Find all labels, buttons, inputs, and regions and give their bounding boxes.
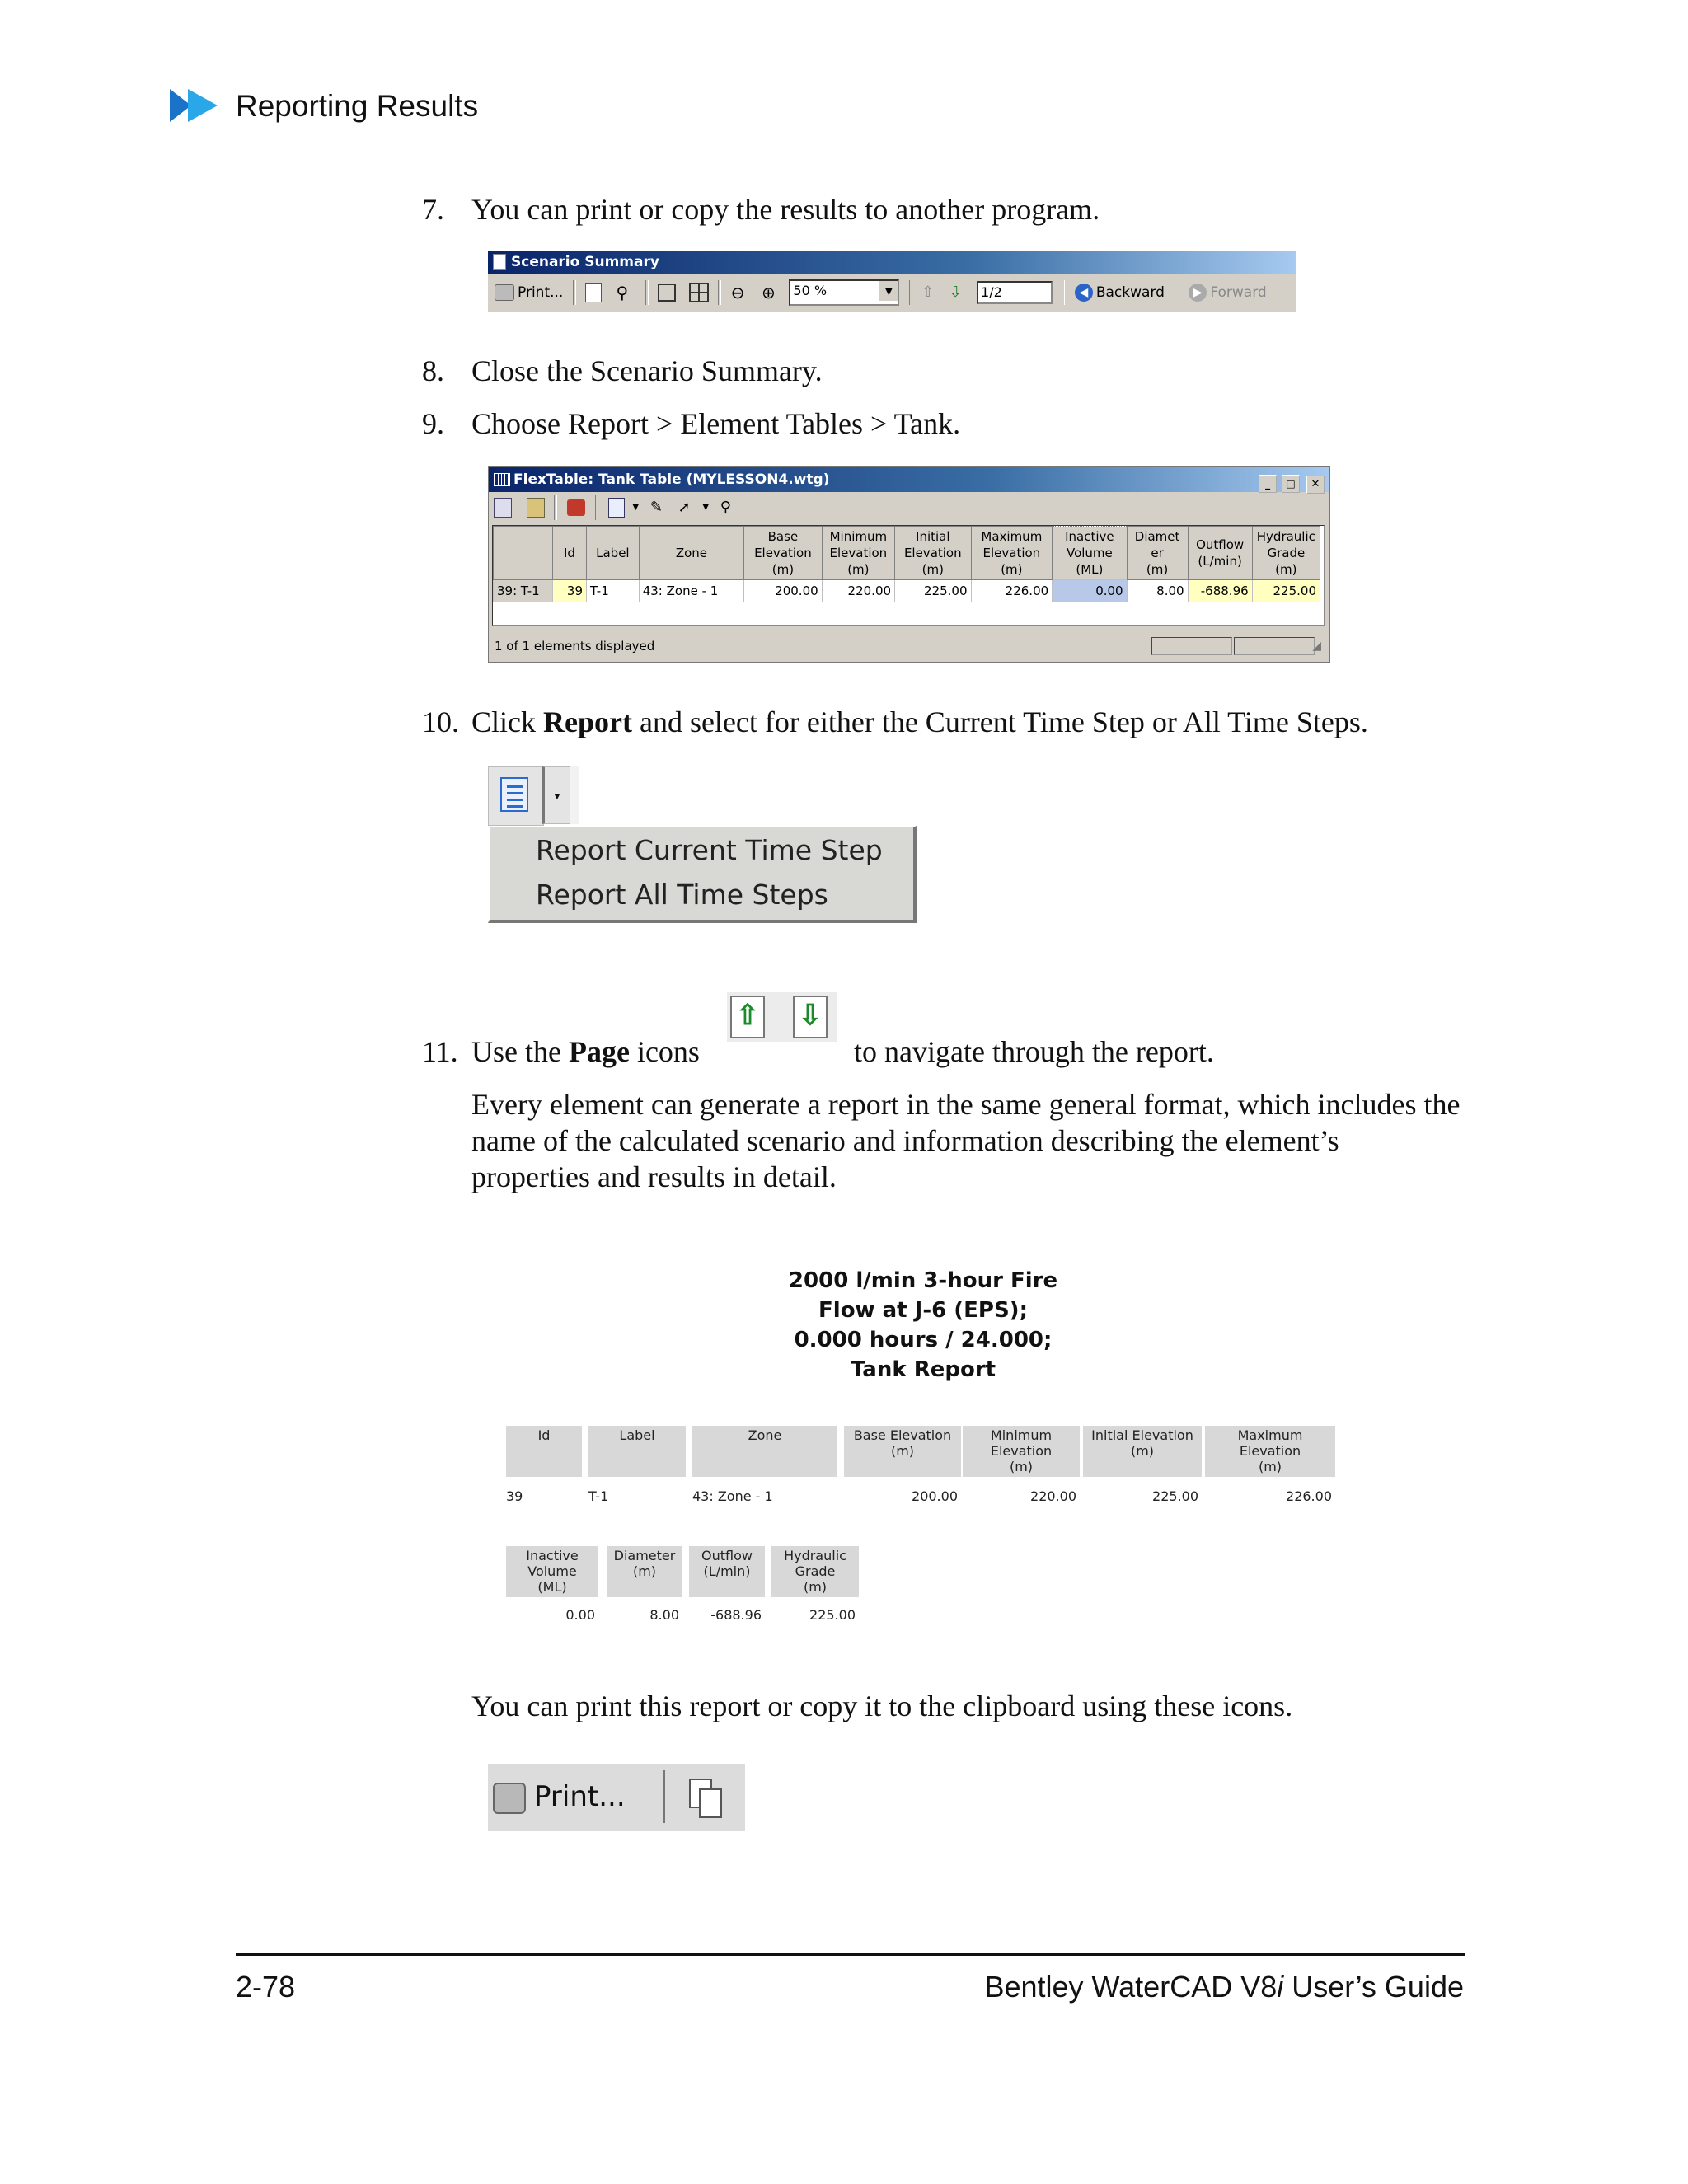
flextable-column-header[interactable]: Maximum Elevation (m) — [971, 527, 1053, 580]
printer-icon — [493, 1783, 526, 1814]
step-10: 10. Click Report and select for either the Current Time Step or All Time Steps. — [422, 705, 1368, 738]
find-icon[interactable]: ⚲ — [616, 283, 629, 302]
paragraph-every-element: Every element can generate a report in the same general format, which includes the name of the calculated scenario and information describing the element’s properties and results in detail. — [471, 1088, 1461, 1193]
zoom-out-icon[interactable]: ⊖ — [730, 283, 745, 302]
table-cell[interactable]: 225.00 — [895, 580, 971, 602]
print-button[interactable]: Print... — [495, 274, 563, 312]
report-table2-header: Diameter (m) — [607, 1546, 682, 1597]
page-up-icon[interactable]: ⇧ — [921, 284, 935, 301]
report-table1-value: 226.00 — [1286, 1488, 1332, 1504]
chevron-down-icon[interactable]: ▼ — [632, 503, 640, 512]
report-table1-header: Label — [588, 1426, 686, 1477]
menu-item-report-all-time-steps[interactable]: Report All Time Steps — [536, 879, 828, 911]
report-table1-header: Initial Elevation (m) — [1083, 1426, 1202, 1477]
back-arrow-icon: ◀ — [1075, 284, 1093, 302]
step-9: 9. Choose Report > Element Tables > Tank. — [422, 407, 961, 440]
flextable-column-header[interactable]: Label — [587, 527, 640, 580]
flextable-column-header[interactable]: Diamet er (m) — [1127, 527, 1188, 580]
guide-title: Bentley WaterCAD V8i User’s Guide — [984, 1970, 1464, 2004]
flextable-column-header[interactable]: Initial Elevation (m) — [895, 527, 971, 580]
report-table1-value: 220.00 — [1030, 1488, 1076, 1504]
report-table1-value: 225.00 — [1152, 1488, 1198, 1504]
maximize-button[interactable]: □ — [1282, 475, 1300, 493]
report-table1-header: Base Elevation (m) — [844, 1426, 961, 1477]
report-table1-value: 43: Zone - 1 — [692, 1488, 773, 1504]
minimize-button[interactable]: _ — [1259, 475, 1277, 493]
report-table1-value: T-1 — [588, 1488, 609, 1504]
step-8: 8. Close the Scenario Summary. — [422, 354, 823, 387]
report-table1-header: Zone — [692, 1426, 837, 1477]
step-11: 11. Use the Page icons to navigate through the report. — [422, 1035, 1214, 1068]
close-button[interactable]: ✕ — [1306, 476, 1325, 494]
table-cell[interactable]: 39: T-1 — [494, 580, 553, 602]
page-up-icon[interactable]: ⇧ — [730, 996, 765, 1038]
zoom-in-icon[interactable]: ⊕ — [761, 283, 776, 302]
report-table1-header: Id — [506, 1426, 582, 1477]
select-icon[interactable]: ➚ — [678, 499, 691, 516]
flextable-column-header[interactable]: Inactive Volume (ML) — [1053, 527, 1127, 580]
menu-item-report-current-time-step[interactable]: Report Current Time Step — [536, 834, 883, 866]
backward-button[interactable]: ◀ Backward — [1075, 274, 1165, 312]
table-cell[interactable]: 200.00 — [744, 580, 823, 602]
report-table2-value: 8.00 — [649, 1607, 679, 1623]
flextable-column-header[interactable]: Minimum Elevation (m) — [822, 527, 894, 580]
flextable-column-header[interactable]: Zone — [639, 527, 743, 580]
flextable-titlebar: FlexTable: Tank Table (MYLESSON4.wtg) _ □ ✕ — [489, 467, 1329, 492]
flextable-column-header[interactable]: Base Elevation (m) — [744, 527, 823, 580]
footer-rule — [236, 1953, 1465, 1956]
print-button[interactable]: Print... — [493, 1772, 626, 1821]
table-cell[interactable]: 43: Zone - 1 — [639, 580, 743, 602]
paragraph-print: You can print this report or copy it to the clipboard using these icons. — [471, 1690, 1293, 1722]
forward-arrow-icon: ▶ — [1189, 284, 1207, 302]
scenario-summary-titlebar: Scenario Summary — [488, 251, 1296, 274]
flextable-column-header[interactable]: Id — [552, 527, 586, 580]
report-table1-value: 39 — [506, 1488, 523, 1504]
page-down-icon[interactable]: ⇩ — [949, 284, 962, 301]
table-cell[interactable]: 39 — [552, 580, 586, 602]
forward-button[interactable]: ▶ Forward — [1189, 274, 1266, 312]
table-cell[interactable]: T-1 — [587, 580, 640, 602]
chevron-down-icon: ▼ — [552, 790, 562, 802]
flextable-column-header[interactable]: Outflow (L/min) — [1188, 527, 1252, 580]
table-cell[interactable]: 0.00 — [1053, 580, 1127, 602]
edit-icon[interactable]: ✎ — [649, 499, 663, 516]
report-table1-header: Maximum Elevation (m) — [1205, 1426, 1335, 1477]
zoom-select[interactable]: 50 % ▼ — [789, 279, 899, 306]
tank-report-title: 2000 l/min 3-hour Fire Flow at J-6 (EPS); 0.000 hours / 24.000; Tank Report — [788, 1268, 1058, 1382]
report-table1-value: 200.00 — [912, 1488, 958, 1504]
section-title: Reporting Results — [236, 89, 479, 123]
status-text: 1 of 1 elements displayed — [495, 639, 655, 654]
chevron-down-icon[interactable]: ▼ — [702, 503, 710, 512]
report-table2-value: 0.00 — [565, 1607, 595, 1623]
page-number: 2-78 — [236, 1970, 296, 2004]
report-table1-header: Minimum Elevation (m) — [963, 1426, 1080, 1477]
report-table2-header: Hydraulic Grade (m) — [771, 1546, 859, 1597]
page-number-input[interactable]: 1/2 — [977, 281, 1053, 304]
print-toolbar — [488, 1764, 745, 1831]
report-table2-header: Inactive Volume (ML) — [506, 1546, 598, 1597]
step-7: 7. You can print or copy the results to another program. — [422, 193, 1100, 226]
table-cell[interactable]: 226.00 — [971, 580, 1053, 602]
page-down-icon[interactable]: ⇩ — [793, 996, 828, 1038]
copy-icon[interactable] — [689, 1779, 722, 1816]
chevron-down-icon: ▼ — [879, 281, 898, 301]
report-table2-value: -688.96 — [710, 1607, 762, 1623]
zoom-icon[interactable]: ⚲ — [720, 499, 731, 516]
table-cell[interactable]: -688.96 — [1188, 580, 1252, 602]
table-cell[interactable]: 220.00 — [822, 580, 894, 602]
table-cell[interactable]: 8.00 — [1127, 580, 1188, 602]
report-table2-value: 225.00 — [809, 1607, 856, 1623]
table-cell[interactable]: 225.00 — [1252, 580, 1320, 602]
report-table2-header: Outflow (L/min) — [689, 1546, 765, 1597]
flextable-column-header[interactable]: Hydraulic Grade (m) — [1252, 527, 1320, 580]
resize-grip-icon[interactable]: ◢ — [1312, 640, 1321, 653]
